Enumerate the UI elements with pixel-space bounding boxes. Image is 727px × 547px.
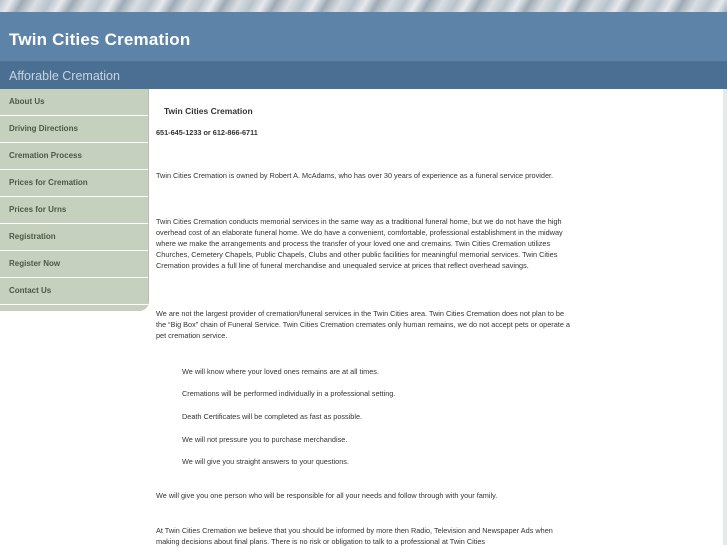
promise-item: We will not pressure you to purchase merchandise. bbox=[182, 435, 348, 444]
informed-paragraph: At Twin Cities Cremation we believe that you should be informed by more then Radio, Television and Newspaper Ads when making decisions about final plans. There is no risk or obligation to talk to a professional at Twin Cities bbox=[156, 526, 553, 546]
sidebar-item-about-us[interactable]: About Us bbox=[0, 89, 148, 116]
promise-item: We will know where your loved ones remains are at all times. bbox=[182, 367, 379, 376]
promise-item: Death Certificates will be completed as fast as possible. bbox=[182, 412, 363, 421]
provider-paragraph: We are not the largest provider of cremation/funeral services in the Twin Cities area. Twin Cities Cremation does not plan to be the “Big Box” chain of Funeral Service. Twin Cities Cremation cremates only human remains, we do not accept pets or operate a pet cremation service. bbox=[156, 309, 570, 340]
services-paragraph: Twin Cities Cremation conducts memorial services in the same way as a traditional funeral home, but we do not have the high overhead cost of an elaborate funeral home. We do have a convenient, comfortable, professional establishment in the midway where we make the arrangements and process the transfer of your loved one and cremains. Twin Cities Cremation utilizes Churches, Cemetery Chapels, Public Chapels, Clubs and other public facilities for meaningful memorial services. Twin Cities Cremation provides a full line of funeral merchandise and unequaled service at prices that reflect overhead savings. bbox=[156, 217, 563, 270]
sidebar-item-prices-for-cremation[interactable]: Prices for Cremation bbox=[0, 170, 148, 197]
site-header bbox=[0, 12, 727, 62]
sidebar-nav bbox=[0, 89, 149, 311]
sidebar-item-driving-directions[interactable]: Driving Directions bbox=[0, 116, 148, 143]
page-title: Twin Cities Cremation bbox=[164, 106, 253, 116]
site-subtitle: Afforable Cremation bbox=[9, 69, 120, 83]
site-subheader bbox=[0, 62, 727, 89]
responsibility-paragraph: We will give you one person who will be responsible for all your needs and follow through with your family. bbox=[156, 491, 498, 500]
sidebar-item-register-now[interactable]: Register Now bbox=[0, 251, 148, 278]
sidebar-item-registration[interactable]: Registration bbox=[0, 224, 148, 251]
sidebar-item-prices-for-urns[interactable]: Prices for Urns bbox=[0, 197, 148, 224]
page-right-edge bbox=[723, 89, 727, 545]
top-decorative-band bbox=[0, 0, 727, 12]
promise-item: We will give you straight answers to your questions. bbox=[182, 457, 349, 466]
intro-paragraph: Twin Cities Cremation is owned by Robert A. McAdams, who has over 30 years of experience as a funeral service provider. bbox=[156, 171, 554, 180]
phone-numbers: 651-645-1233 or 612-866-6711 bbox=[156, 128, 258, 137]
sidebar-item-cremation-process[interactable]: Cremation Process bbox=[0, 143, 148, 170]
site-title: Twin Cities Cremation bbox=[9, 30, 191, 49]
sidebar-item-contact-us[interactable]: Contact Us bbox=[0, 278, 148, 305]
promise-item: Cremations will be performed individually in a professional setting. bbox=[182, 389, 396, 398]
